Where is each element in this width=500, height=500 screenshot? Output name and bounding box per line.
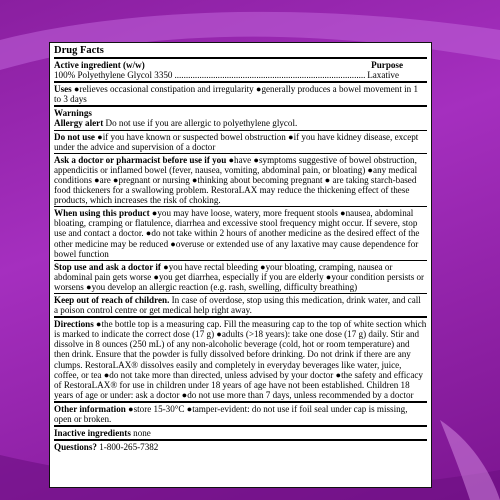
warnings-heading-section	[54, 105, 427, 129]
keep-out-text: In case of overdose, stop using this medication, drink water, and call a poison control centre or get medical help right away.	[54, 294, 421, 316]
directions-label: Directions	[54, 319, 94, 330]
do-not-use-label: Do not use	[54, 131, 95, 142]
do-not-use-text: ●if you have known or suspected bowel obstruction ●if you have kidney disease, except under the advice and supervision of a doctor	[54, 131, 419, 152]
drug-facts-title: Drug Facts	[54, 45, 104, 56]
allergy-alert-label: Allergy alert	[54, 118, 104, 129]
when-using-section	[54, 206, 427, 259]
uses-text: ●relieves occasional constipation and irregularity ●generally produces a bowel movement in 1 to 3 days	[54, 84, 419, 105]
purpose-value: Laxative	[367, 70, 399, 81]
stop-use-section	[54, 260, 427, 293]
uses-section	[54, 81, 427, 105]
when-using-text: ●you may have loose, watery, more frequent stools ●nausea, abdominal bloating, cramping or flatulence, diarrhea and excessive stool frequency might occur. If severe, stop use and contact a doctor. ●do not take within 2 hours of another medicine as the desired effect of the other medicine may be reduced ●overuse or extended use of any laxative may cause dependence for bowel function	[54, 208, 420, 259]
inactive-ingredients-label: Inactive ingredients	[54, 428, 131, 439]
active-ingredient-value: 100% Polyethylene Glycol 3350	[54, 70, 173, 81]
active-ingredient-header: Active ingredient (w/w)	[54, 60, 145, 70]
keep-out-label: Keep out of reach of children.	[54, 294, 170, 305]
directions-text: ●the bottle top is a measuring cap. Fill the measuring cap to the top of white section which is marked to indicate the correct dose (17 g) ●adults (>18 years): take one dose (17 g) daily. Stir and dissolve in 8 ounces (250 mL) of any non-alcoholic beverage (cold, hot or room temperature) and then drink. Ensure that the powder is fully dissolved before drinking. Do not drink if there are any clumps. RestoraLAX® dissolves easily and completely in everyday beverages like water, juice, coffee, or tea ●do not take more than directed, unless advised by your doctor ●the safety and efficacy of RestoraLAX® for use in children under 18 years of age have not been established. Children 18 years of age or under: ask a doctor ●do not use more than 7 days, unless recommended by a doctor	[54, 319, 427, 400]
inactive-ingredients-section	[54, 425, 427, 439]
stop-use-label: Stop use and ask a doctor if	[54, 261, 161, 272]
questions-phone: 1-800-265-7382	[99, 442, 159, 453]
leader-dots	[174, 70, 365, 80]
directions-section	[54, 316, 427, 401]
inactive-ingredients-text: none	[133, 428, 151, 439]
warnings-heading: Warnings	[54, 108, 92, 119]
ask-doctor-text: ●have ●symptoms suggestive of bowel obstruction, appendicitis or inflamed bowel (fever, nausea, vomiting, abdominal pain, or bloating) ●any medical conditions ●are ●pregnant or nursing ●thinking about becoming pregnant ● are taking starch-based food thickeners for a swallowing problem. RestoraLAX may reduce the thickening effect of these products, which increases the risk of choking.	[54, 154, 418, 206]
questions-section	[54, 439, 427, 453]
do-not-use-section	[54, 130, 427, 153]
questions-label: Questions?	[54, 442, 97, 453]
purpose-header: Purpose	[371, 60, 403, 70]
ask-doctor-section	[54, 153, 427, 206]
other-information-section	[54, 401, 427, 425]
keep-out-section	[54, 293, 427, 316]
active-ingredient-section	[54, 57, 427, 81]
when-using-label: When using this product	[54, 208, 150, 219]
ask-doctor-label: Ask a doctor or pharmacist before use if you	[54, 154, 227, 165]
allergy-alert-text: Do not use if you are allergic to polyethylene glycol.	[105, 118, 298, 129]
uses-label: Uses	[54, 84, 72, 95]
stop-use-text: ●you have rectal bleeding ●your bloating, cramping, nausea or abdominal pain gets worse ●you get diarrhea, especially if you are elderly ●your condition persists or worsens ●you develop an allergic reaction (e.g. rash, swelling, difficulty breathing)	[54, 261, 425, 292]
other-information-label: Other information	[54, 403, 126, 414]
other-information-text: ●store 15-30°C ●tamper-evident: do not use if foil seal under cap is missing, open or broken.	[54, 403, 408, 424]
drug-facts-panel	[49, 42, 432, 488]
